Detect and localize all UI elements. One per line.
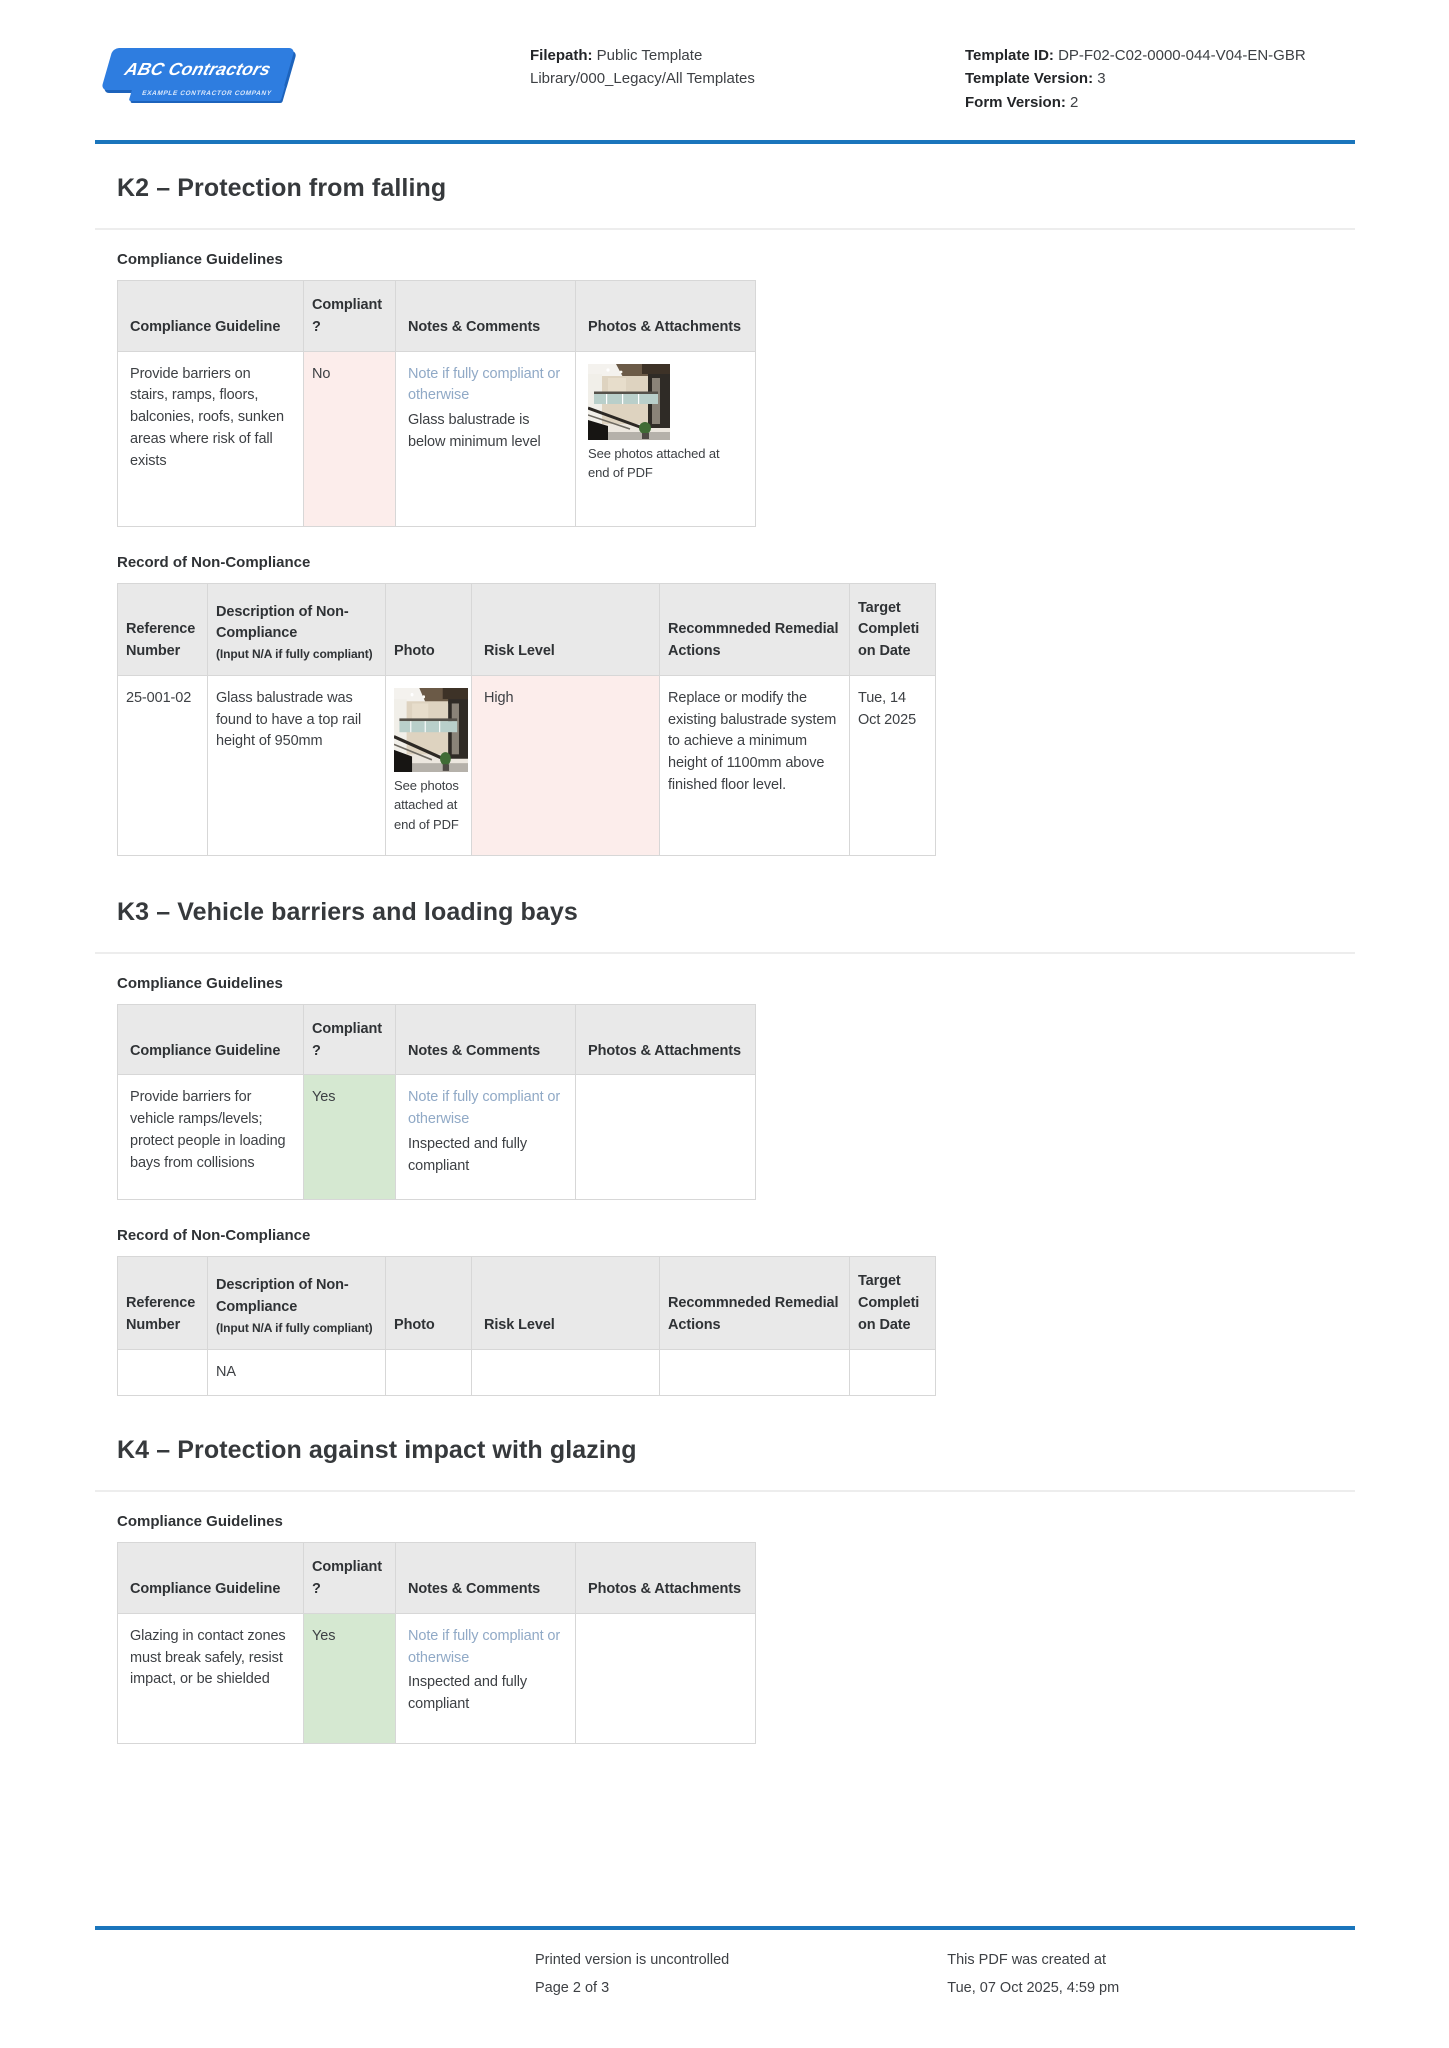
col-compliant: Compliant ?: [304, 281, 396, 352]
reference-cell: 25-001-02: [118, 675, 208, 855]
template-id-line: [965, 44, 1365, 67]
description-cell: Glass balustrade was found to have a top rail height of 950mm: [208, 675, 386, 855]
photo-cell: [386, 1349, 472, 1396]
logo-title: ABC Contractors: [122, 58, 274, 79]
col-compliance-guideline: Compliance Guideline: [118, 1004, 304, 1075]
balustrade-photo: [588, 364, 670, 440]
col-compliance-guideline: Compliance Guideline: [118, 281, 304, 352]
col-photos-attachments: Photos & Attachments: [576, 1543, 756, 1614]
k3-guidelines-table: [117, 1004, 756, 1201]
note-placeholder: Note if fully compliant or otherwise: [408, 365, 561, 404]
header-divider: [95, 140, 1355, 144]
photos-cell: [576, 1613, 756, 1743]
created-at-timestamp: Tue, 07 Oct 2025, 4:59 pm: [947, 1979, 1120, 1996]
k3-noncompliance-row: [118, 1349, 936, 1396]
guideline-cell: Glazing in contact zones must break safely, resist impact, or be shielded: [118, 1613, 304, 1743]
footer-print-info: [535, 1947, 729, 2002]
col-notes-comments: Notes & Comments: [396, 1543, 576, 1614]
section-divider: [95, 1490, 1355, 1492]
guideline-cell: Provide barriers for vehicle ramps/levels; protect people in loading bays from collisions: [118, 1075, 304, 1200]
section-title-k3: K3 – Vehicle barriers and loading bays: [117, 897, 578, 926]
logo-sub-banner: [129, 85, 286, 101]
k2-guideline-row: [118, 351, 756, 526]
logo-subtitle: EXAMPLE CONTRACTOR COMPANY: [141, 89, 273, 97]
table-header-row: [118, 1004, 756, 1075]
col-description: [208, 1257, 386, 1349]
col-photo: Photo: [386, 1257, 472, 1349]
note-text: Inspected and fully compliant: [408, 1135, 528, 1174]
photos-cell: [576, 1075, 756, 1200]
footer-created-info: [947, 1947, 1119, 2002]
note-placeholder: Note if fully compliant or otherwise: [408, 1089, 561, 1127]
note-placeholder: Note if fully compliant or otherwise: [408, 1627, 561, 1666]
table-header-row: [118, 1543, 756, 1614]
description-cell: NA: [208, 1349, 386, 1396]
form-version-line: [965, 91, 1365, 114]
balustrade-photo: [394, 688, 468, 772]
created-at-label: This PDF was created at: [947, 1952, 1106, 1968]
photo-cell: [386, 675, 472, 855]
col-notes-comments: Notes & Comments: [396, 1004, 576, 1075]
k4-guideline-row: [118, 1613, 756, 1743]
col-target-date: Target Completion Date: [850, 1257, 936, 1349]
target-date-cell: Tue, 14 Oct 2025: [850, 675, 936, 855]
filepath-label: Filepath:: [530, 47, 593, 64]
col-photos-attachments: Photos & Attachments: [576, 281, 756, 352]
compliant-cell: No: [304, 351, 396, 526]
guideline-cell: Provide barriers on stairs, ramps, floors, balconies, roofs, sunken areas where risk of fall exists: [118, 351, 304, 526]
template-meta-block: [965, 44, 1365, 114]
table-header-row: [118, 583, 936, 675]
k2-noncompliance-row: [118, 675, 936, 855]
compliant-cell: Yes: [304, 1613, 396, 1743]
risk-level-cell: [472, 1349, 660, 1396]
col-remedial-actions: Recommneded Remedial Actions: [660, 1257, 850, 1349]
col-notes-comments: Notes & Comments: [396, 281, 576, 352]
table-header-row: [118, 281, 756, 352]
compliance-guidelines-label: Compliance Guidelines: [117, 1513, 283, 1531]
record-noncompliance-label: Record of Non-Compliance: [117, 1227, 311, 1245]
photos-cell: [576, 351, 756, 526]
form-version-label: Form Version:: [965, 93, 1066, 111]
k2-noncompliance-table: [117, 583, 936, 856]
table-header-row: [118, 1257, 936, 1349]
col-risk-level: Risk Level: [472, 583, 660, 675]
col-remedial-actions: Recommneded Remedial Actions: [660, 583, 850, 675]
company-logo: [97, 48, 297, 101]
description-header-main: Description of Non-Compliance: [216, 603, 349, 642]
col-photo: Photo: [386, 583, 472, 675]
note-text: Glass balustrade is below minimum level: [408, 412, 541, 450]
photo-caption: See photos attached at end of PDF: [588, 445, 720, 480]
col-target-date: Target Completion Date: [850, 583, 936, 675]
template-id-label: Template ID:: [965, 47, 1054, 64]
remedial-actions-cell: [660, 1349, 850, 1396]
reference-cell: [118, 1349, 208, 1396]
col-compliance-guideline: Compliance Guideline: [118, 1543, 304, 1614]
k2-guidelines-table: [117, 280, 756, 527]
notes-cell: [396, 1613, 576, 1743]
page-header: [95, 40, 1355, 140]
col-reference-number: Reference Number: [118, 1257, 208, 1349]
template-version-value: 3: [1093, 70, 1106, 88]
note-text: Inspected and fully compliant: [408, 1674, 528, 1712]
risk-level-cell: High: [472, 675, 660, 855]
photo-caption: See photos attached at end of PDF: [394, 777, 459, 832]
filepath-value: Public Template Library/000_Legacy/All Templates: [530, 47, 755, 88]
compliance-guidelines-label: Compliance Guidelines: [117, 974, 283, 992]
section-divider: [95, 952, 1355, 954]
col-reference-number: Reference Number: [118, 583, 208, 675]
template-version-line: [965, 67, 1365, 90]
section-title-k2: K2 – Protection from falling: [117, 174, 447, 202]
page-footer: [95, 1926, 1355, 2002]
col-compliant: Compliant ?: [304, 1004, 396, 1075]
k3-noncompliance-table: [117, 1256, 936, 1396]
col-description: [208, 583, 386, 675]
record-noncompliance-label: Record of Non-Compliance: [117, 553, 311, 571]
col-photos-attachments: Photos & Attachments: [576, 1004, 756, 1075]
k3-guideline-row: [118, 1075, 756, 1200]
filepath-block: [530, 44, 830, 91]
compliant-cell: Yes: [304, 1075, 396, 1200]
form-version-value: 2: [1065, 93, 1079, 111]
footer-divider: [95, 1926, 1355, 1930]
section-title-k4: K4 – Protection against impact with glazing: [117, 1436, 637, 1465]
k4-guidelines-table: [117, 1542, 756, 1744]
target-date-cell: [850, 1349, 936, 1396]
section-divider: [95, 228, 1355, 230]
col-risk-level: Risk Level: [472, 1257, 660, 1349]
page-number: Page 2 of 3: [535, 1979, 610, 1996]
remedial-actions-cell: Replace or modify the existing balustrade system to achieve a minimum height of 1100mm above finished floor level.: [660, 675, 850, 855]
compliance-guidelines-label: Compliance Guidelines: [117, 251, 283, 268]
description-header-note: (Input N/A if fully compliant): [216, 647, 373, 662]
col-compliant: Compliant ?: [304, 1543, 396, 1614]
notes-cell: [396, 351, 576, 526]
uncontrolled-note: Printed version is uncontrolled: [535, 1952, 730, 1968]
template-id-value: DP-F02-C02-0000-044-V04-EN-GBR: [1053, 47, 1306, 64]
logo-banner: [101, 48, 295, 90]
description-header-note: (Input N/A if fully compliant): [216, 1320, 373, 1335]
notes-cell: [396, 1075, 576, 1200]
description-header-main: Description of Non-Compliance: [216, 1277, 349, 1316]
template-version-label: Template Version:: [965, 70, 1094, 88]
